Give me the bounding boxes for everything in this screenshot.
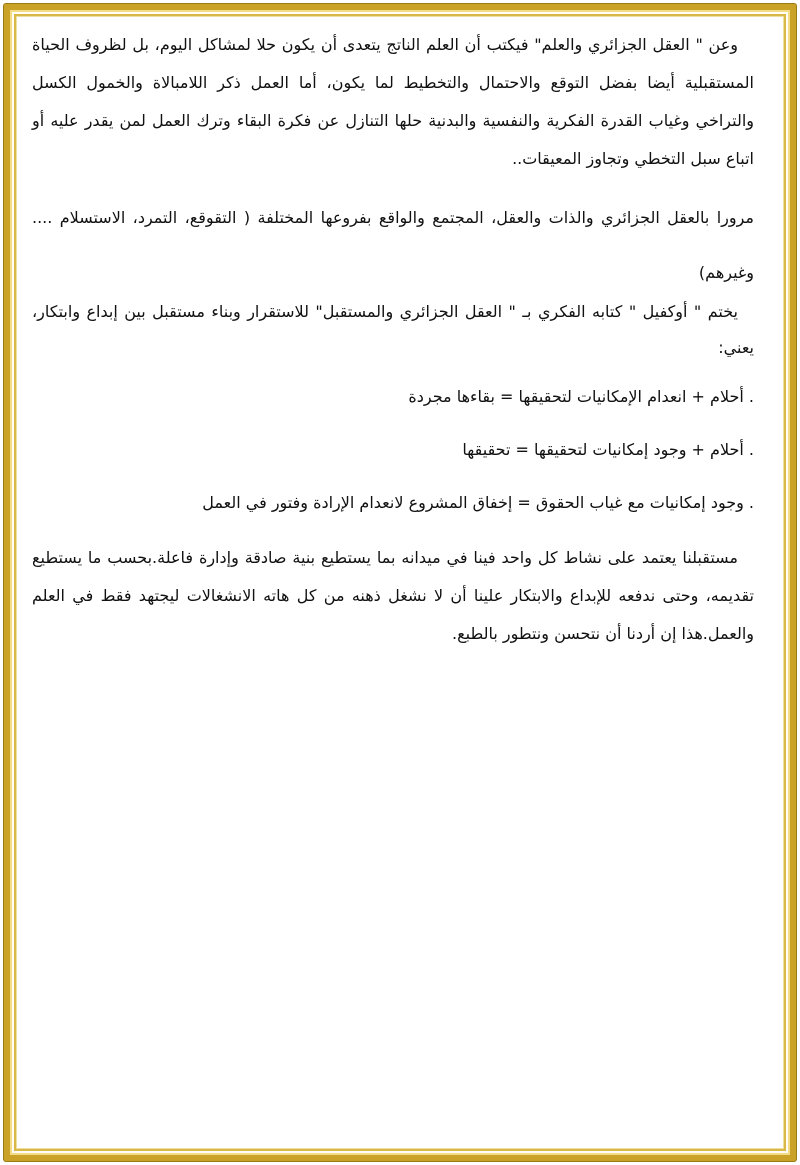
formula-dreams-without-means: . أحلام + انعدام الإمكانيات لتحقيقها = بقاءها مجردة: [408, 387, 754, 406]
document-body: [32, 26, 754, 653]
paragraph-algerian-mind-and-society: مرورا بالعقل الجزائري والذات والعقل، المجتمع والواقع بفروعها المختلفة ( التقوقع، التمرد، الاستسلام .... وغيرهم): [32, 208, 754, 282]
paragraph-closing: مستقبلنا يعتمد على نشاط كل واحد فينا في ميدانه بما يستطيع بنية صادقة وإدارة فاعلة.بحسب ما يستطيع تقديمه، وحتى ندفعه للإبداع والابتكار علينا أن لا نشغل ذهنه من كل هاته الانشغالات ليجتهد فقط في العلم والعمل.هذا إن أردنا أن نتحسن ونتطور بالطبع.: [32, 548, 754, 643]
paragraph-conclusion-intro: يختم " أوكفيل " كتابه الفكري بـ " العقل الجزائري والمستقبل" للاستقرار وبناء مستقبل بين إبداع وابتكار، يعني:: [32, 302, 754, 357]
formula-means-without-rights: . وجود إمكانيات مع غياب الحقوق = إخفاق المشروع لانعدام الإرادة وفتور في العمل: [202, 493, 754, 512]
paragraph-algerian-mind-and-science: وعن " العقل الجزائري والعلم" فيكتب أن العلم الناتج يتعدى أن يكون حلا لمشاكل اليوم، بل لظروف الحياة المستقبلية أيضا بفضل التوقع والاحتمال والتخطيط لما يكون، أما العمل ذكر اللامبالاة والخمول الكسل والتراخي وغياب القدرة الفكرية والنفسية والبدنية حلها التنازل عن فكرة البقاء وترك العمل لمن يقدر عليه أو اتباع سبل التخطي وتجاوز المعيقات..: [32, 35, 754, 168]
formula-dreams-with-means: . أحلام + وجود إمكانيات لتحقيقها = تحقيقها: [462, 440, 754, 459]
